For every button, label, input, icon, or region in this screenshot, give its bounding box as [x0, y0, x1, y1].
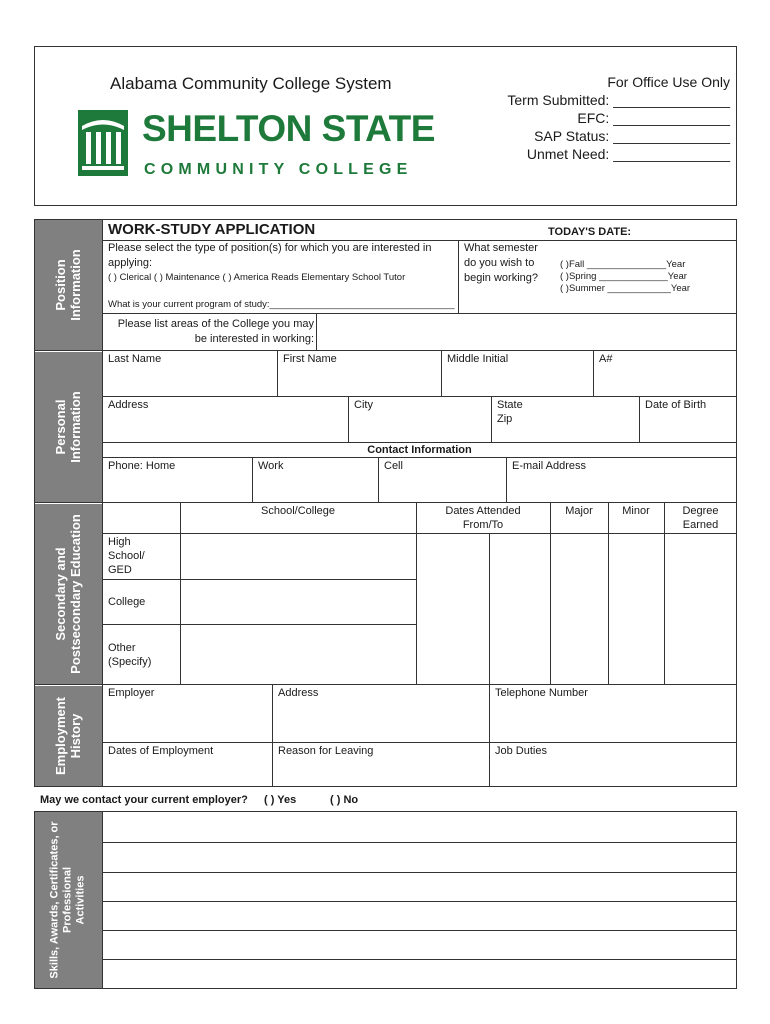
office-row-term: Term Submitted: _______________	[507, 92, 730, 108]
degree-header: Degree	[682, 505, 719, 517]
logo-subtitle: COMMUNITY COLLEGE	[144, 161, 413, 178]
section-education: Secondary and Postsecondary Education	[34, 504, 102, 684]
section-skills: Skills, Awards, Certificates, or Professional Activities	[34, 812, 102, 988]
semester-question: What semester do you wish to begin working?	[464, 242, 538, 284]
contact-info-heading: Contact Information	[367, 444, 472, 456]
semester-spring[interactable]: ( )Spring _____________Year	[560, 271, 687, 282]
dates-employment-label: Dates of Employment	[108, 745, 214, 757]
section-personal: Personal Information	[34, 352, 102, 502]
areas-input[interactable]	[317, 314, 736, 349]
other-label-1: Other	[108, 642, 136, 654]
form-title: WORK-STUDY APPLICATION	[108, 221, 316, 238]
email-label: E-mail Address	[512, 460, 586, 472]
a-number-label: A#	[599, 353, 613, 365]
contact-no-option[interactable]: ( ) No	[330, 794, 359, 806]
state-label: State	[497, 399, 523, 411]
middle-initial-label: Middle Initial	[447, 353, 509, 365]
high-school-label-2: School/	[108, 550, 145, 562]
logo-name: SHELTON STATE	[142, 108, 435, 149]
other-label-2: (Specify)	[108, 656, 152, 668]
semester-summer[interactable]: ( )Summer ____________Year	[560, 283, 691, 294]
position-options[interactable]: ( ) Clerical ( ) Maintenance ( ) America Reads Elementary School Tutor	[108, 272, 406, 283]
high-school-label-3: GED	[108, 564, 132, 576]
college-logo-icon	[78, 106, 128, 180]
program-of-study[interactable]: What is your current program of study:___________________________________	[108, 299, 455, 310]
section-position: Position Information	[34, 220, 102, 350]
contact-yes-option[interactable]: ( ) Yes	[264, 794, 297, 806]
office-row-unmet: Unmet Need: _______________	[526, 146, 730, 162]
telephone-label: Telephone Number	[495, 687, 588, 699]
office-row-efc: EFC: _______________	[577, 110, 730, 126]
address-label: Address	[108, 399, 149, 411]
earned-header: Earned	[682, 519, 719, 531]
college-label: College	[108, 596, 146, 608]
skills-line-4[interactable]	[102, 930, 737, 931]
dob-label: Date of Birth	[645, 399, 707, 411]
from-to-header: From/To	[462, 519, 504, 531]
major-header: Major	[565, 505, 593, 517]
skills-line-3[interactable]	[102, 901, 737, 902]
skills-line-5[interactable]	[102, 959, 737, 960]
skills-line-1[interactable]	[102, 842, 737, 843]
work-phone-label: Work	[258, 460, 284, 472]
dates-attended-header: Dates Attended	[445, 505, 521, 517]
high-school-label-1: High	[108, 536, 131, 548]
minor-header: Minor	[622, 505, 650, 517]
skills-box	[34, 811, 737, 989]
office-row-sap: SAP Status: _______________	[534, 128, 730, 144]
employer-label: Employer	[108, 687, 155, 699]
org-name: Alabama Community College System	[110, 74, 392, 93]
last-name-label: Last Name	[108, 353, 162, 365]
employer-address-label: Address	[278, 687, 319, 699]
position-select-text: Please select the type of position(s) for which you are interested in applying:	[108, 242, 432, 269]
todays-date-label: TODAY'S DATE:	[548, 226, 632, 238]
skills-line-2[interactable]	[102, 872, 737, 873]
office-title: For Office Use Only	[607, 74, 730, 90]
semester-fall[interactable]: ( )Fall _______________Year	[560, 259, 686, 270]
zip-label: Zip	[497, 413, 513, 425]
first-name-label: First Name	[283, 353, 337, 365]
reason-leaving-label: Reason for Leaving	[278, 745, 374, 757]
school-college-header: School/College	[261, 505, 335, 517]
cell-phone-label: Cell	[384, 460, 403, 472]
city-label: City	[354, 399, 373, 411]
section-employment: Employment History	[34, 686, 102, 786]
phone-home-label: Phone: Home	[108, 460, 176, 472]
contact-employer-question: May we contact your current employer?	[40, 794, 248, 806]
areas-label: Please list areas of the College you may be interested in working:	[117, 318, 314, 345]
job-duties-label: Job Duties	[495, 745, 547, 757]
